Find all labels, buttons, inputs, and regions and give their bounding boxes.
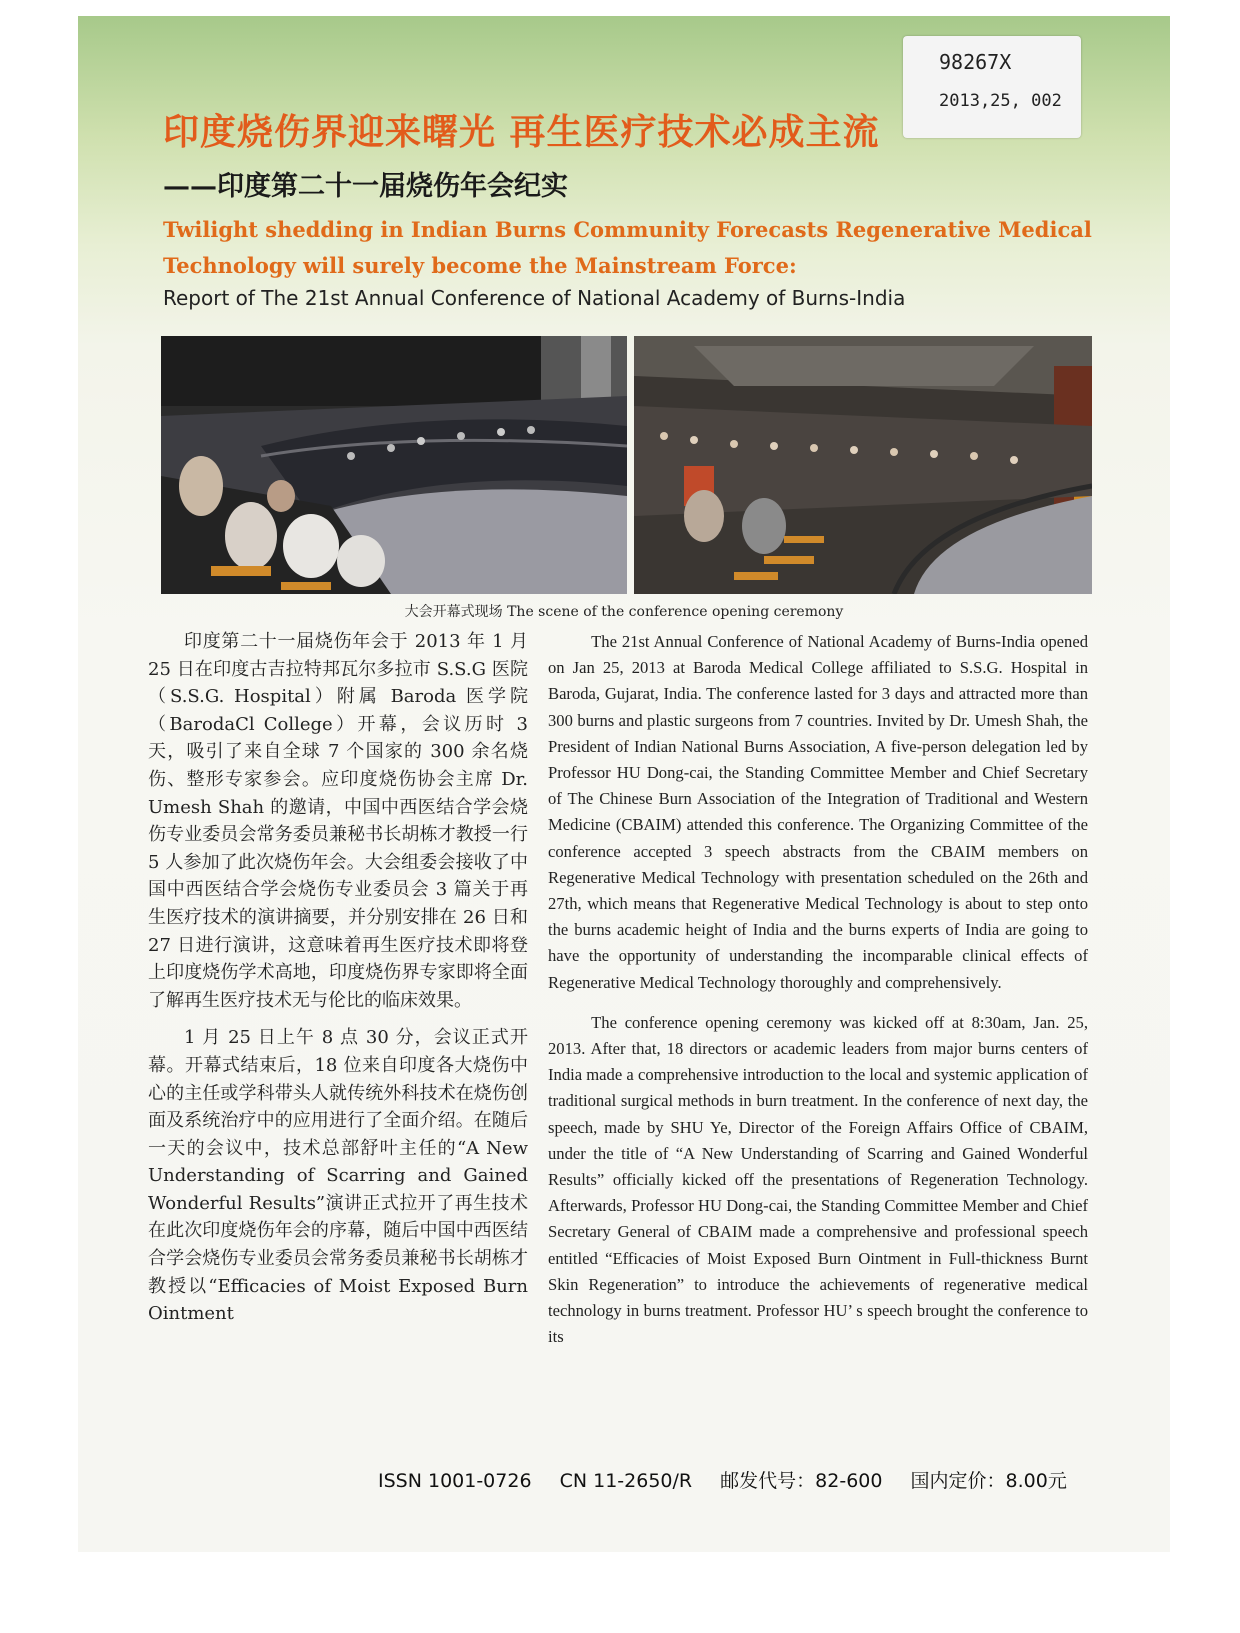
chinese-paragraph-1: 印度第二十一届烧伤年会于 2013 年 1 月 25 日在印度古吉拉特邦瓦尔多拉市 S.S.G 医院（S.S.G. Hospital）附属 Baroda 医学院（BarodaCl College）开幕，会议历时 3 天，吸引了来自全球 7 个国家的 300 余名烧伤、整形专家参会。应印度烧伤协会主席 Dr. Umesh Shah 的邀请，中国中西医结合学会烧伤专业委员会常务委员兼秘书长胡栋才教授一行 5 人参加了此次烧伤年会。大会组委会接收了中国中西医结合学会烧伤专业委员会 3 篇关于再生医疗技术的演讲摘要，并分别安排在 26 日和 27 日进行演讲，这意味着再生医疗技术即将登上印度烧伤学术高地，印度烧伤界专家即将全面了解再生医疗技术无与伦比的临床效果。 bbox=[148, 631, 528, 1011]
footer-postal-code: 邮发代号：82-600 bbox=[720, 1470, 883, 1492]
english-subtitle: Report of The 21st Annual Conference of National Academy of Burns-India bbox=[163, 286, 906, 310]
chinese-paragraph-2: 1 月 25 日上午 8 点 30 分，会议正式开幕。开幕式结束后，18 位来自印度各大烧伤中心的主任或学科带头人就传统外科技术在烧伤创面及系统治疗中的应用进行了全面介绍。在随后一天的会议中，技术总部舒叶主任的“A New Understanding of Scarring and Gained Wonderful Results”演讲正式拉开了再生技术在此次印度烧伤年会的序幕，随后中国中西医结合学会烧伤专业委员会常务委员兼秘书长胡栋才教授以“Efficacies of Moist Exposed Burn Ointment bbox=[148, 1027, 528, 1325]
english-paragraph-2: The conference opening ceremony was kicked off at 8:30am, Jan. 25, 2013. After that, 18 directors or academic leaders from major burns centers of India made a comprehensive introduction to the local and systemic application of traditional surgical methods in burn treatment. In the conference of next day, the speech, made by SHU Ye, Director of the Foreign Affairs Office of CBAIM, under the title of “A New Understanding of Scarring and Gained Wonderful Results” officially kicked off the presentations of Regeneration Technology. Afterwards, Professor HU Dong-cai, the Standing Committee Member and Chief Secretary General of CBAIM made a comprehensive and professional speech entitled “Efficacies of Moist Exposed Burn Ointment in Full-thickness Burnt Skin Regeneration” to introduce the achievements of regenerative medical technology in burns treatment. Professor HU’ s speech brought the conference to its bbox=[548, 1012, 1088, 1347]
footer-issn: ISSN 1001-0726 bbox=[378, 1470, 532, 1492]
photo-caption: 大会开幕式现场 The scene of the conference opening ceremony bbox=[404, 604, 844, 620]
footer-price: 国内定价：8.00元 bbox=[910, 1470, 1067, 1492]
publication-footer bbox=[378, 1466, 1089, 1493]
stamp-code: 98267X bbox=[939, 50, 1012, 74]
catalog-stamp bbox=[903, 36, 1081, 138]
english-title-line-2: Technology will surely become the Mainstream Force: bbox=[163, 253, 797, 278]
chinese-body-column bbox=[148, 628, 528, 1338]
auditorium-photo-right bbox=[634, 336, 1092, 594]
journal-page bbox=[78, 16, 1170, 1552]
english-title bbox=[163, 212, 1123, 284]
english-paragraph-1: The 21st Annual Conference of National Academy of Burns-India opened on Jan 25, 2013 at Baroda Medical College affiliated to S.S.G. Hospital in Baroda, Gujarat, India. The conference lasted for 3 days and attracted more than 300 burns and plastic surgeons from 7 countries. Invited by Dr. Umesh Shah, the President of Indian National Burns Association, A five-person delegation led by Professor HU Dong-cai, the Standing Committee Member and Chief Secretary of The Chinese Burn Association of the Integration of Traditional and Western Medicine (CBAIM) attended this conference. The Organizing Committee of the conference accepted 3 speech abstracts from the CBAIM members on Regenerative Medical Technology with presentation scheduled on the 26th and 27th, which means that Regenerative Medical Technology is about to step onto the burns academic height of India and the burns experts of India are going to have the opportunity of understanding the incomparable clinical effects of Regenerative Medical Technology thoroughly and comprehensively. bbox=[548, 632, 1088, 992]
english-body-column bbox=[548, 629, 1088, 1364]
english-title-line-1: Twilight shedding in Indian Burns Community Forecasts Regenerative Medical bbox=[163, 217, 1092, 242]
chinese-subtitle: ——印度第二十一届烧伤年会纪实 bbox=[163, 171, 568, 202]
footer-cn: CN 11-2650/R bbox=[559, 1470, 693, 1492]
chinese-title: 印度烧伤界迎来曙光 再生医疗技术必成主流 bbox=[163, 112, 880, 152]
auditorium-photo-left bbox=[161, 336, 627, 594]
stamp-issue: 2013,25, 002 bbox=[939, 91, 1062, 111]
